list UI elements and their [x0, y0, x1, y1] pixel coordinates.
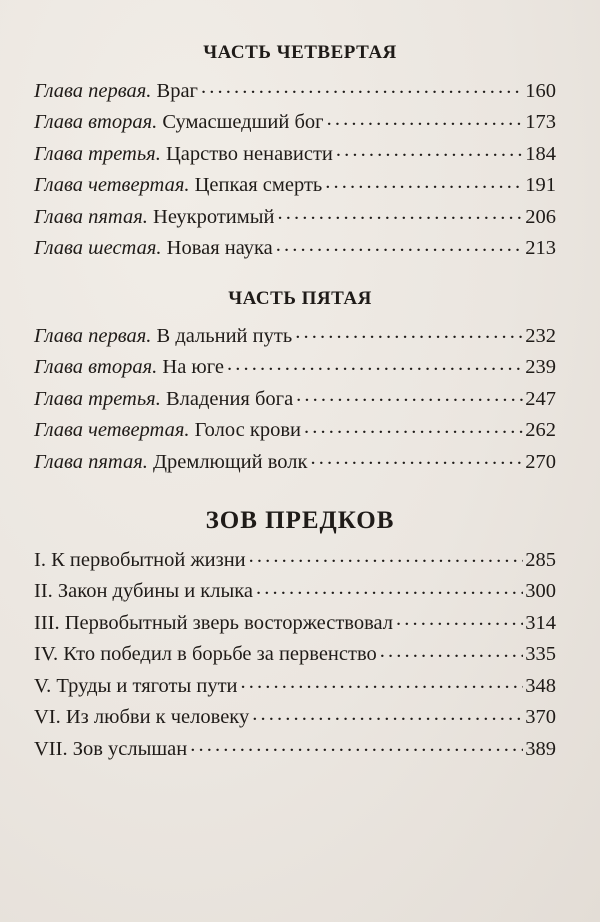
chapter-title: Враг [151, 79, 198, 102]
page-number: 160 [525, 79, 556, 102]
chapter-title: Неукротимый [147, 205, 275, 228]
chapter-title: Сумасшедший бог [157, 111, 324, 133]
page-number: 184 [525, 142, 556, 165]
chapter-number: Глава пятая. [34, 450, 148, 473]
chapter-number: Глава четвертая. [34, 419, 190, 441]
toc-entry[interactable] [34, 734, 556, 766]
chapter-number: Глава третья. [34, 387, 161, 410]
chapter-number: Глава шестая. [34, 237, 162, 259]
chapter-title: Дремлющий волк [147, 450, 308, 473]
part-five-toc [34, 321, 556, 479]
chapter-number: Глава первая. [34, 79, 152, 102]
toc-entry[interactable] [34, 353, 556, 385]
leader-dots [310, 447, 523, 468]
chapter-title: Голос крови [189, 419, 301, 441]
chapter-title: В дальний путь [151, 324, 293, 347]
page-number: 206 [525, 205, 556, 228]
page-number: 300 [525, 580, 556, 602]
page-number: 348 [525, 674, 556, 697]
toc-entry[interactable] [34, 577, 556, 609]
leader-dots [241, 671, 524, 692]
toc-entry[interactable] [34, 171, 556, 203]
toc-entry[interactable] [34, 139, 556, 171]
toc-entry[interactable] [34, 671, 556, 703]
leader-dots [325, 171, 523, 192]
leader-dots [336, 139, 523, 160]
page-number: 285 [525, 548, 556, 571]
toc-entry[interactable] [34, 234, 556, 266]
page-number: 314 [525, 611, 556, 634]
toc-entry[interactable] [34, 416, 556, 448]
toc-entry[interactable] [34, 108, 556, 140]
toc-entry[interactable] [34, 703, 556, 735]
chapter-number: Глава вторая. [34, 111, 158, 133]
chapter-title: IV. Кто победил в борьбе за первенство [34, 643, 377, 665]
toc-entry[interactable] [34, 76, 556, 108]
toc-entry[interactable] [34, 640, 556, 672]
page-number: 232 [525, 324, 556, 347]
page-number: 270 [525, 450, 556, 473]
page-number: 191 [525, 174, 556, 196]
part-five-title: ЧАСТЬ ПЯТАЯ [228, 288, 372, 309]
page-number: 262 [525, 419, 556, 441]
leader-dots [278, 202, 524, 223]
chapter-title: Цепкая смерть [189, 174, 323, 196]
chapter-number: Глава третья. [34, 142, 161, 165]
part-four-toc [34, 76, 556, 265]
leader-dots [327, 108, 524, 129]
call-of-the-wild-title: ЗОВ ПРЕДКОВ [205, 507, 395, 534]
leader-dots [296, 384, 523, 405]
toc-entry[interactable] [34, 321, 556, 353]
leader-dots [304, 416, 523, 437]
toc-entry[interactable] [34, 202, 556, 234]
leader-dots [276, 234, 523, 255]
chapter-title: VII. Зов услышан [34, 737, 188, 760]
toc-entry[interactable] [34, 545, 556, 577]
leader-dots [256, 577, 523, 598]
page-number: 370 [525, 706, 556, 728]
chapter-title: III. Первобытный зверь восторжествовал [34, 611, 394, 634]
leader-dots [249, 545, 524, 566]
call-of-the-wild-toc [34, 545, 556, 766]
chapter-title: Царство ненависти [160, 142, 333, 165]
toc-entry[interactable] [34, 608, 556, 640]
leader-dots [190, 734, 523, 755]
chapter-number: Глава первая. [34, 324, 152, 347]
page-number: 213 [525, 237, 556, 259]
chapter-title: VI. Из любви к человеку [34, 706, 250, 728]
page-number: 335 [525, 643, 556, 665]
page-number: 173 [525, 111, 556, 133]
page-number: 239 [525, 356, 556, 378]
page-number: 247 [525, 387, 556, 410]
chapter-number: Глава пятая. [34, 205, 148, 228]
chapter-title: II. Закон дубины и клыка [34, 580, 254, 602]
part-four-title: ЧАСТЬ ЧЕТВЕРТАЯ [203, 42, 397, 63]
page-number: 389 [525, 737, 556, 760]
toc-entry[interactable] [34, 447, 556, 479]
chapter-title: На юге [157, 356, 224, 378]
leader-dots [252, 703, 523, 724]
chapter-title: Новая наука [161, 237, 273, 259]
leader-dots [380, 640, 524, 661]
chapter-title: I. К первобытной жизни [34, 548, 246, 571]
chapter-number: Глава вторая. [34, 356, 158, 378]
toc-entry[interactable] [34, 384, 556, 416]
leader-dots [201, 76, 523, 97]
chapter-title: V. Труды и тяготы пути [34, 674, 238, 697]
leader-dots [227, 353, 523, 374]
leader-dots [295, 321, 523, 342]
leader-dots [396, 608, 523, 629]
chapter-title: Владения бога [160, 387, 294, 410]
chapter-number: Глава четвертая. [34, 174, 190, 196]
